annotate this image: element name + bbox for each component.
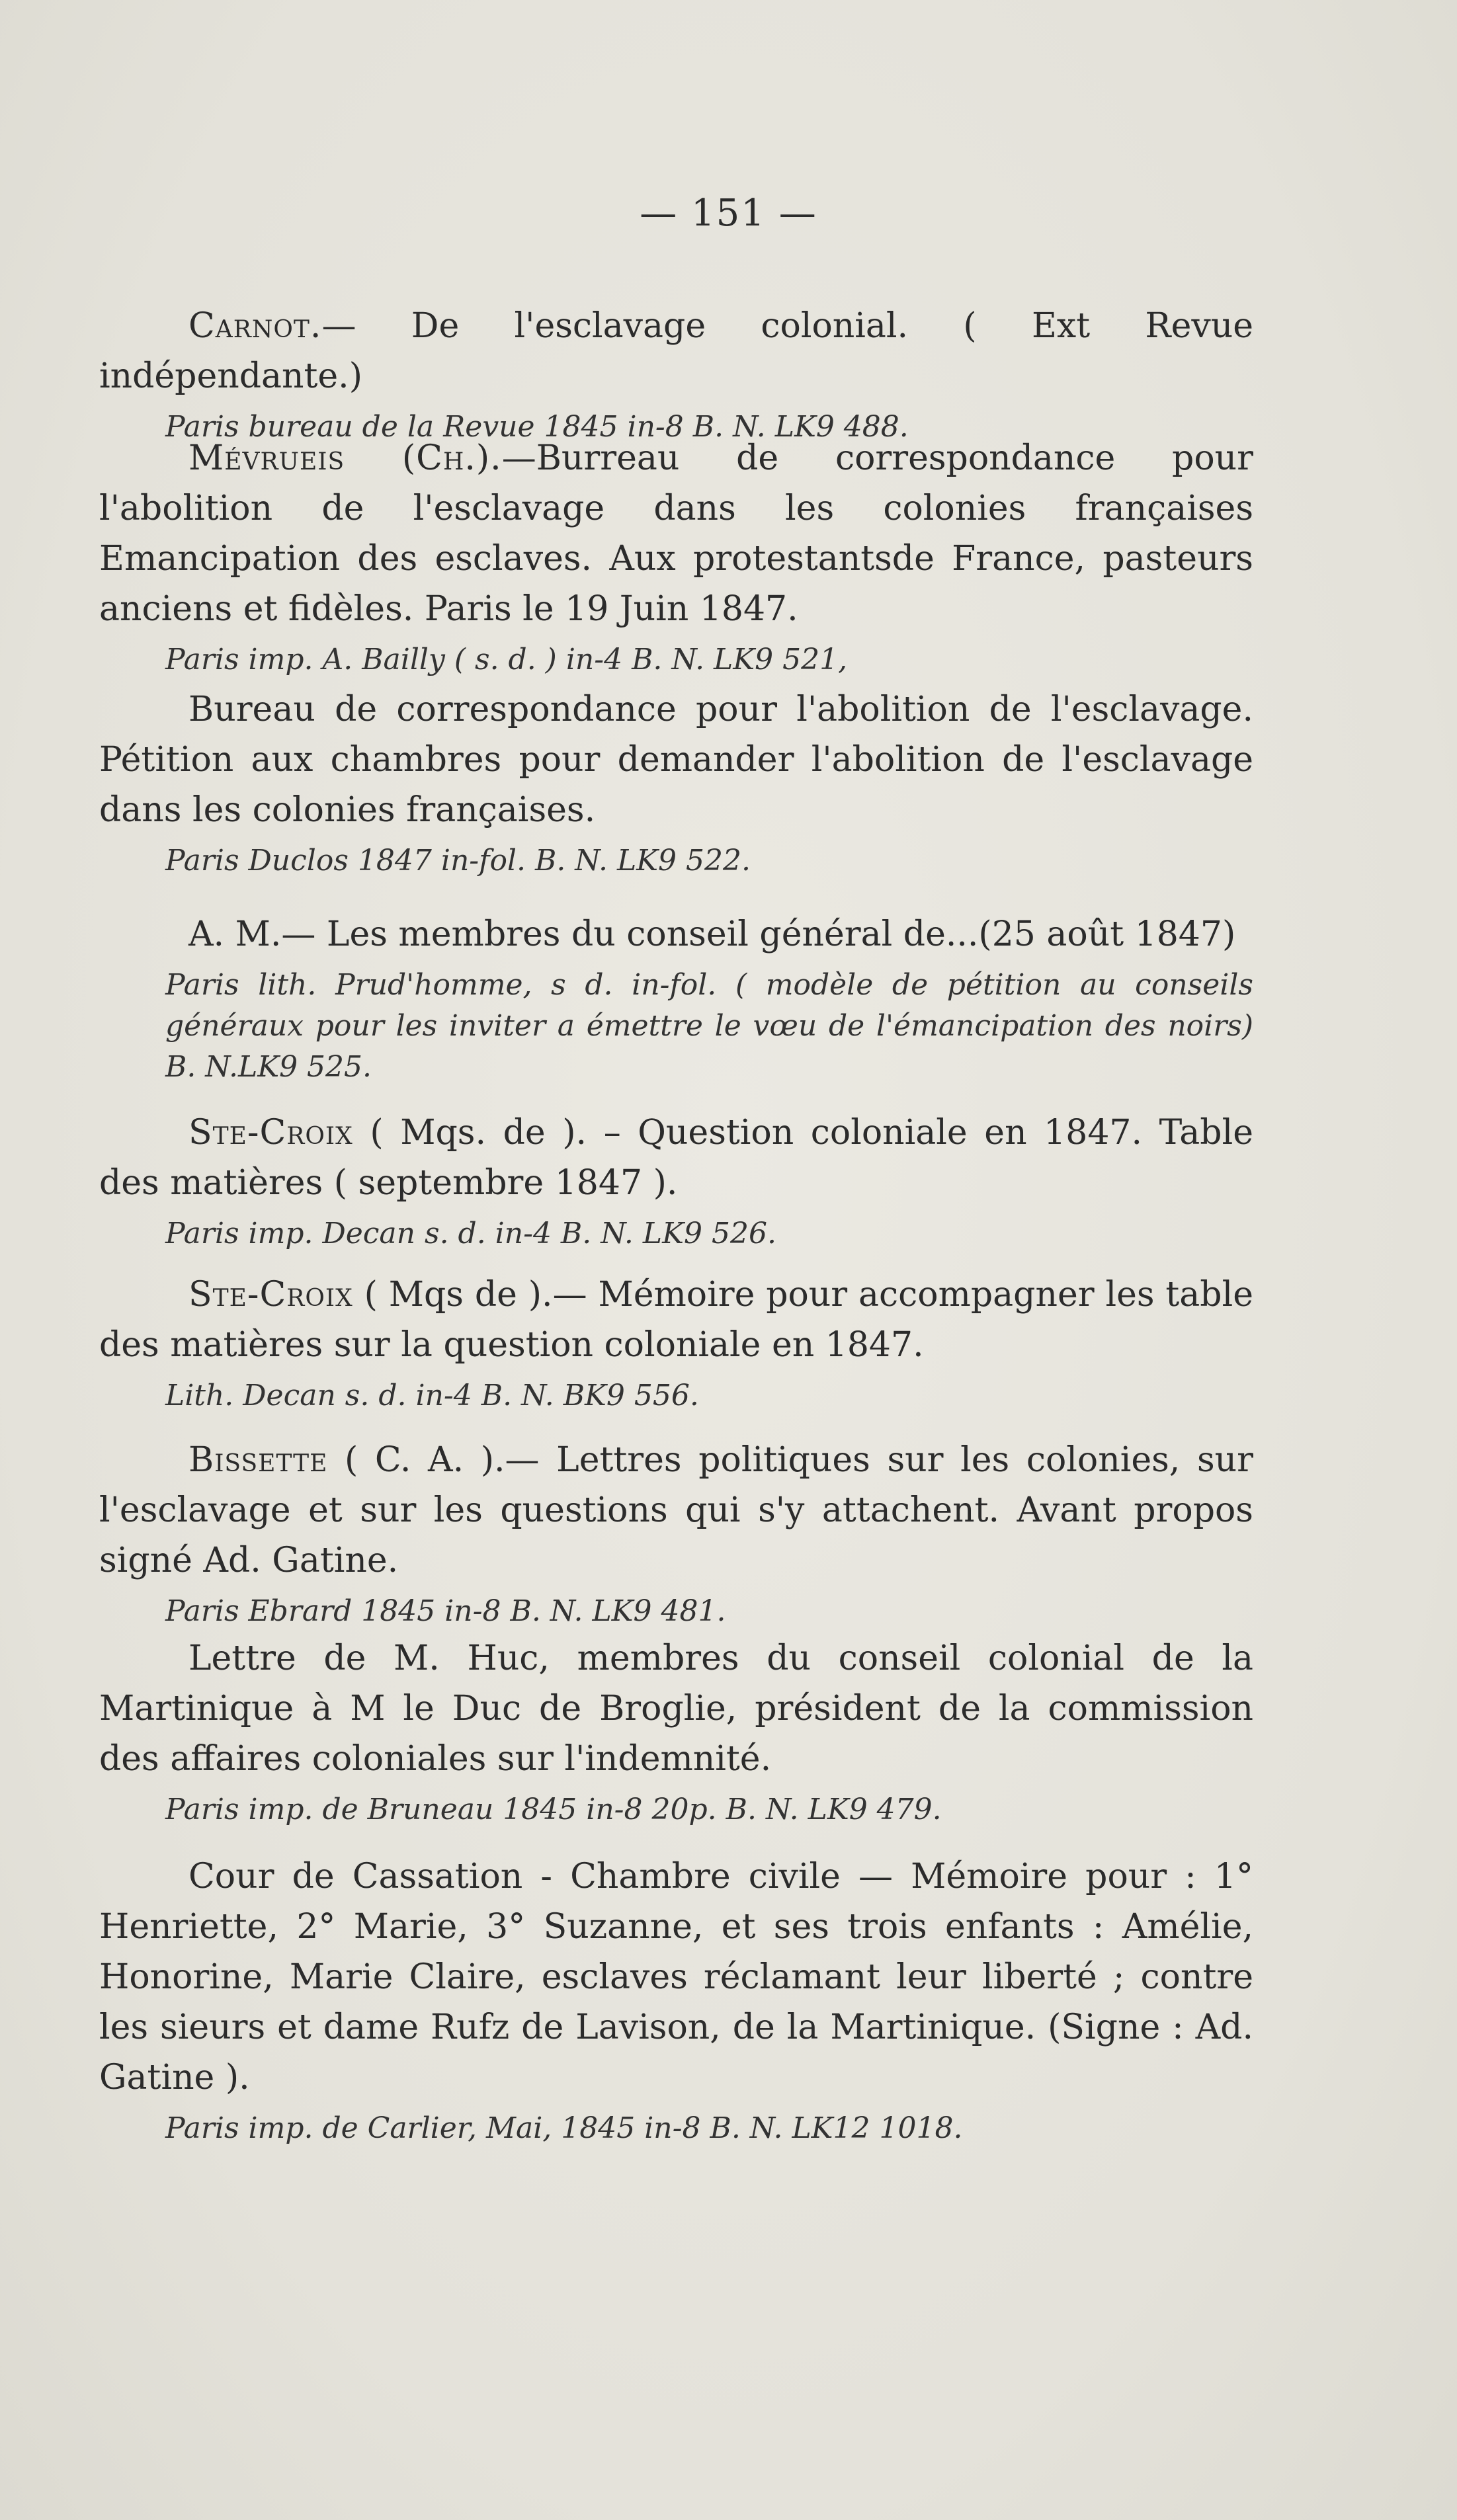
bibliography-entry bbox=[99, 1851, 1253, 2149]
bibliography-entry bbox=[99, 301, 1253, 448]
entry-text: Bureau de correspondance pour l'abolition de l'esclavage. Pétition aux chambres pour demander l'abolition de l'esclavage dans les colonies françaises. bbox=[99, 690, 1253, 830]
bibliography-entry bbox=[99, 1435, 1253, 1632]
entry-imprint: Paris imp. de Bruneau 1845 in-8 20p. B. N. LK9 479. bbox=[165, 1793, 942, 1826]
entry-imprint: Paris imp. A. Bailly ( s. d. ) in-4 B. N. LK9 521, bbox=[165, 643, 848, 676]
entry-author: Carnot. bbox=[188, 306, 322, 346]
entry-imprint: Paris Duclos 1847 in-fol. B. N. LK9 522. bbox=[165, 844, 751, 877]
entry-imprint: Paris imp. Decan s. d. in-4 B. N. LK9 526. bbox=[165, 1217, 776, 1250]
entry-text: ( Mqs de ).— Mémoire pour accompagner les table des matières sur la question coloniale en 1847. bbox=[99, 1275, 1253, 1365]
bibliography-entry bbox=[99, 1270, 1253, 1416]
bibliography-entry bbox=[99, 1108, 1253, 1254]
entry-text: ( Mqs. de ). – Question coloniale en 1847. Table des matières ( septembre 1847 ). bbox=[99, 1113, 1253, 1203]
bibliography-entry bbox=[99, 684, 1253, 881]
entry-text: Cour de Cassation - Chambre civile — Mémoire pour : 1° Henriette, 2° Marie, 3° Suzanne, et ses trois enfants : Amélie, Honorine, Marie Claire, esclaves réclamant leur liberté ; contre les sieurs et dame Rufz de Lavison, de la Martinique. (Signe : Ad. Gatine ). bbox=[99, 1857, 1253, 2097]
entry-imprint: Paris lith. Prud'homme, s d. in-fol. ( modèle de pétition au conseils généraux pour les inviter a émettre le vœu de l'émancipation des noirs) B. N.LK9 525. bbox=[165, 968, 1253, 1084]
entry-text: — De l'esclavage colonial. ( Ext Revue indépendante.) bbox=[99, 306, 1253, 396]
entry-imprint: Paris imp. de Carlier, Mai, 1845 in-8 B. N. LK12 1018. bbox=[165, 2111, 963, 2145]
entry-text: ( C. A. ).— Lettres politiques sur les colonies, sur l'esclavage et sur les questions qui s'y attachent. Avant propos signé Ad. Gatine. bbox=[99, 1440, 1253, 1580]
entry-author: Ste-Croix bbox=[188, 1275, 353, 1315]
entry-author: Ste-Croix bbox=[188, 1113, 353, 1153]
page-number: — 151 — bbox=[640, 192, 817, 235]
bibliography-entry bbox=[99, 433, 1253, 680]
entry-text: Lettre de M. Huc, membres du conseil colonial de la Martinique à M le Duc de Broglie, président de la commission des affaires coloniales sur l'indemnité. bbox=[99, 1639, 1253, 1779]
entry-text: A. M.— Les membres du conseil général de...(25 août 1847) bbox=[188, 915, 1236, 954]
entry-text: —Burreau de correspondance pour l'abolition de l'esclavage dans les colonies françaises Emancipation des esclaves. Aux protestantsde France, pasteurs anciens et fidèles. Paris le 19 Juin 1847. bbox=[99, 438, 1253, 629]
entry-imprint: Paris bureau de la Revue 1845 in-8 B. N. LK9 488. bbox=[165, 410, 909, 444]
entry-imprint: Paris Ebrard 1845 in-8 B. N. LK9 481. bbox=[165, 1594, 726, 1628]
bibliography-entry bbox=[99, 1633, 1253, 1830]
entry-author: Bissette bbox=[188, 1440, 328, 1480]
bibliography-entry bbox=[99, 909, 1253, 1088]
entry-author: Mévrueis (Ch.). bbox=[188, 438, 502, 478]
entry-imprint: Lith. Decan s. d. in-4 B. N. BK9 556. bbox=[165, 1379, 699, 1412]
